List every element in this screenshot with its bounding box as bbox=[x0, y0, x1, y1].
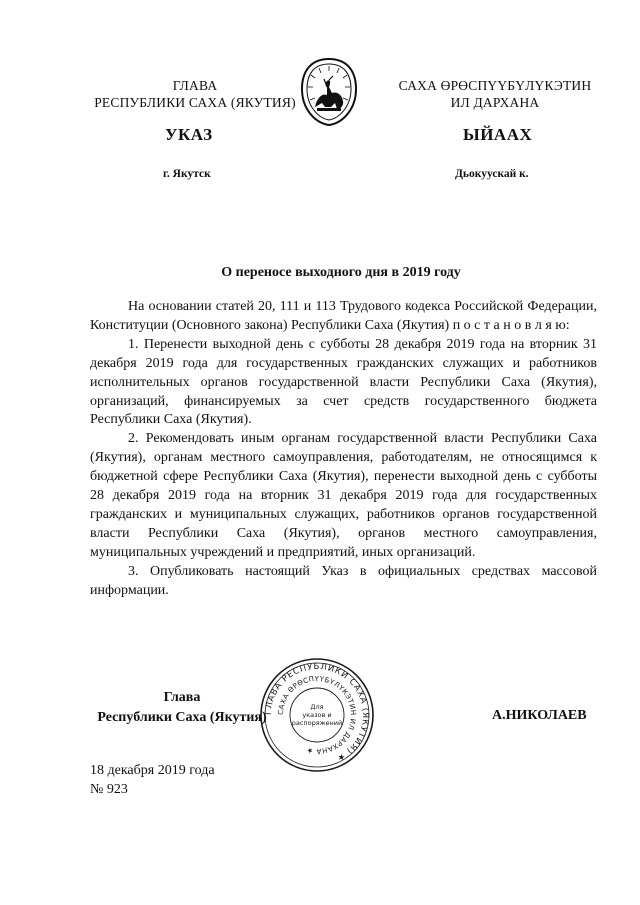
svg-text:Для: Для bbox=[310, 703, 324, 711]
header-left-line1: ГЛАВА bbox=[172, 78, 218, 93]
city-sakha: Дьокуускай к. bbox=[455, 168, 529, 180]
svg-text:САХА ӨРӨСПYYБYЛYКЭТИН ИЛ ДАРХА: САХА ӨРӨСПYYБYЛYКЭТИН ИЛ ДАРХАНА ★ bbox=[276, 674, 358, 756]
item-1: 1. Перенести выходной день с субботы 28 декабря 2019 года на вторник 31 декабря 2019 года для государственных гражданских служащих и работников исполнительных органов государственной власти Республики Саха (Якутия), организаций, финансируемых за счет средств государственного бюджета Республики Саха (Якутия). bbox=[90, 336, 597, 428]
signatory-name: А.НИКОЛАЕВ bbox=[492, 708, 587, 723]
coat-of-arms-emblem bbox=[297, 57, 361, 127]
city-ru: г. Якутск bbox=[163, 168, 211, 180]
document-body bbox=[90, 298, 597, 601]
official-stamp bbox=[258, 656, 376, 774]
item-3: 3. Опубликовать настоящий Указ в официальных средствах массовой информации. bbox=[90, 563, 597, 598]
svg-text:распоряжений: распоряжений bbox=[291, 719, 343, 727]
document-number: № 923 bbox=[90, 782, 128, 797]
signature-position bbox=[90, 688, 274, 728]
item-2: 2. Рекомендовать иным органам государственной власти Республики Саха (Якутия), органам местного самоуправления, работодателям, не относящимся к бюджетной сфере Республики Саха (Якутия), перенести выходной день с субботы 28 декабря 2019 года на вторник 31 декабря 2019 года для государственных гражданских и муниципальных служащих, работников органов государственной власти Республики Саха (Якутия), органов местного самоуправления, муниципальных учреждений и предприятий, иных организаций. bbox=[90, 431, 597, 560]
intro-text: На основании статей 20, 111 и 113 Трудового кодекса Российской Федерации, Конституции (Основного закона) Республики Саха (Якутия) bbox=[90, 299, 597, 333]
document-date: 18 декабря 2019 года bbox=[90, 763, 215, 778]
decree-title-ru: УКАЗ bbox=[165, 125, 213, 144]
decree-title-sakha: ЫЙААХ bbox=[463, 125, 533, 144]
header-right-line1: САХА ӨРӨСПYYБYЛYКЭТИН bbox=[398, 78, 592, 93]
signature-position-line2: Республики Саха (Якутия) bbox=[97, 710, 267, 725]
intro-paragraph bbox=[90, 298, 597, 336]
header-left-line2: РЕСПУБЛИКИ САХА (ЯКУТИЯ) bbox=[94, 95, 296, 110]
intro-decree-word: п о с т а н о в л я ю: bbox=[452, 317, 570, 333]
header-right-block bbox=[385, 77, 605, 111]
svg-text:ГЛАВА РЕСПУБЛИКИ САХА (ЯКУТИЯ): ГЛАВА РЕСПУБЛИКИ САХА (ЯКУТИЯ) ★ bbox=[263, 661, 371, 764]
signature-position-line1: Глава bbox=[163, 690, 201, 705]
document-title: О переносе выходного дня в 2019 году bbox=[221, 265, 461, 280]
header-right-line2: ИЛ ДАРХАНА bbox=[450, 95, 540, 110]
svg-text:указов и: указов и bbox=[302, 711, 332, 719]
header-left-block bbox=[60, 77, 330, 111]
